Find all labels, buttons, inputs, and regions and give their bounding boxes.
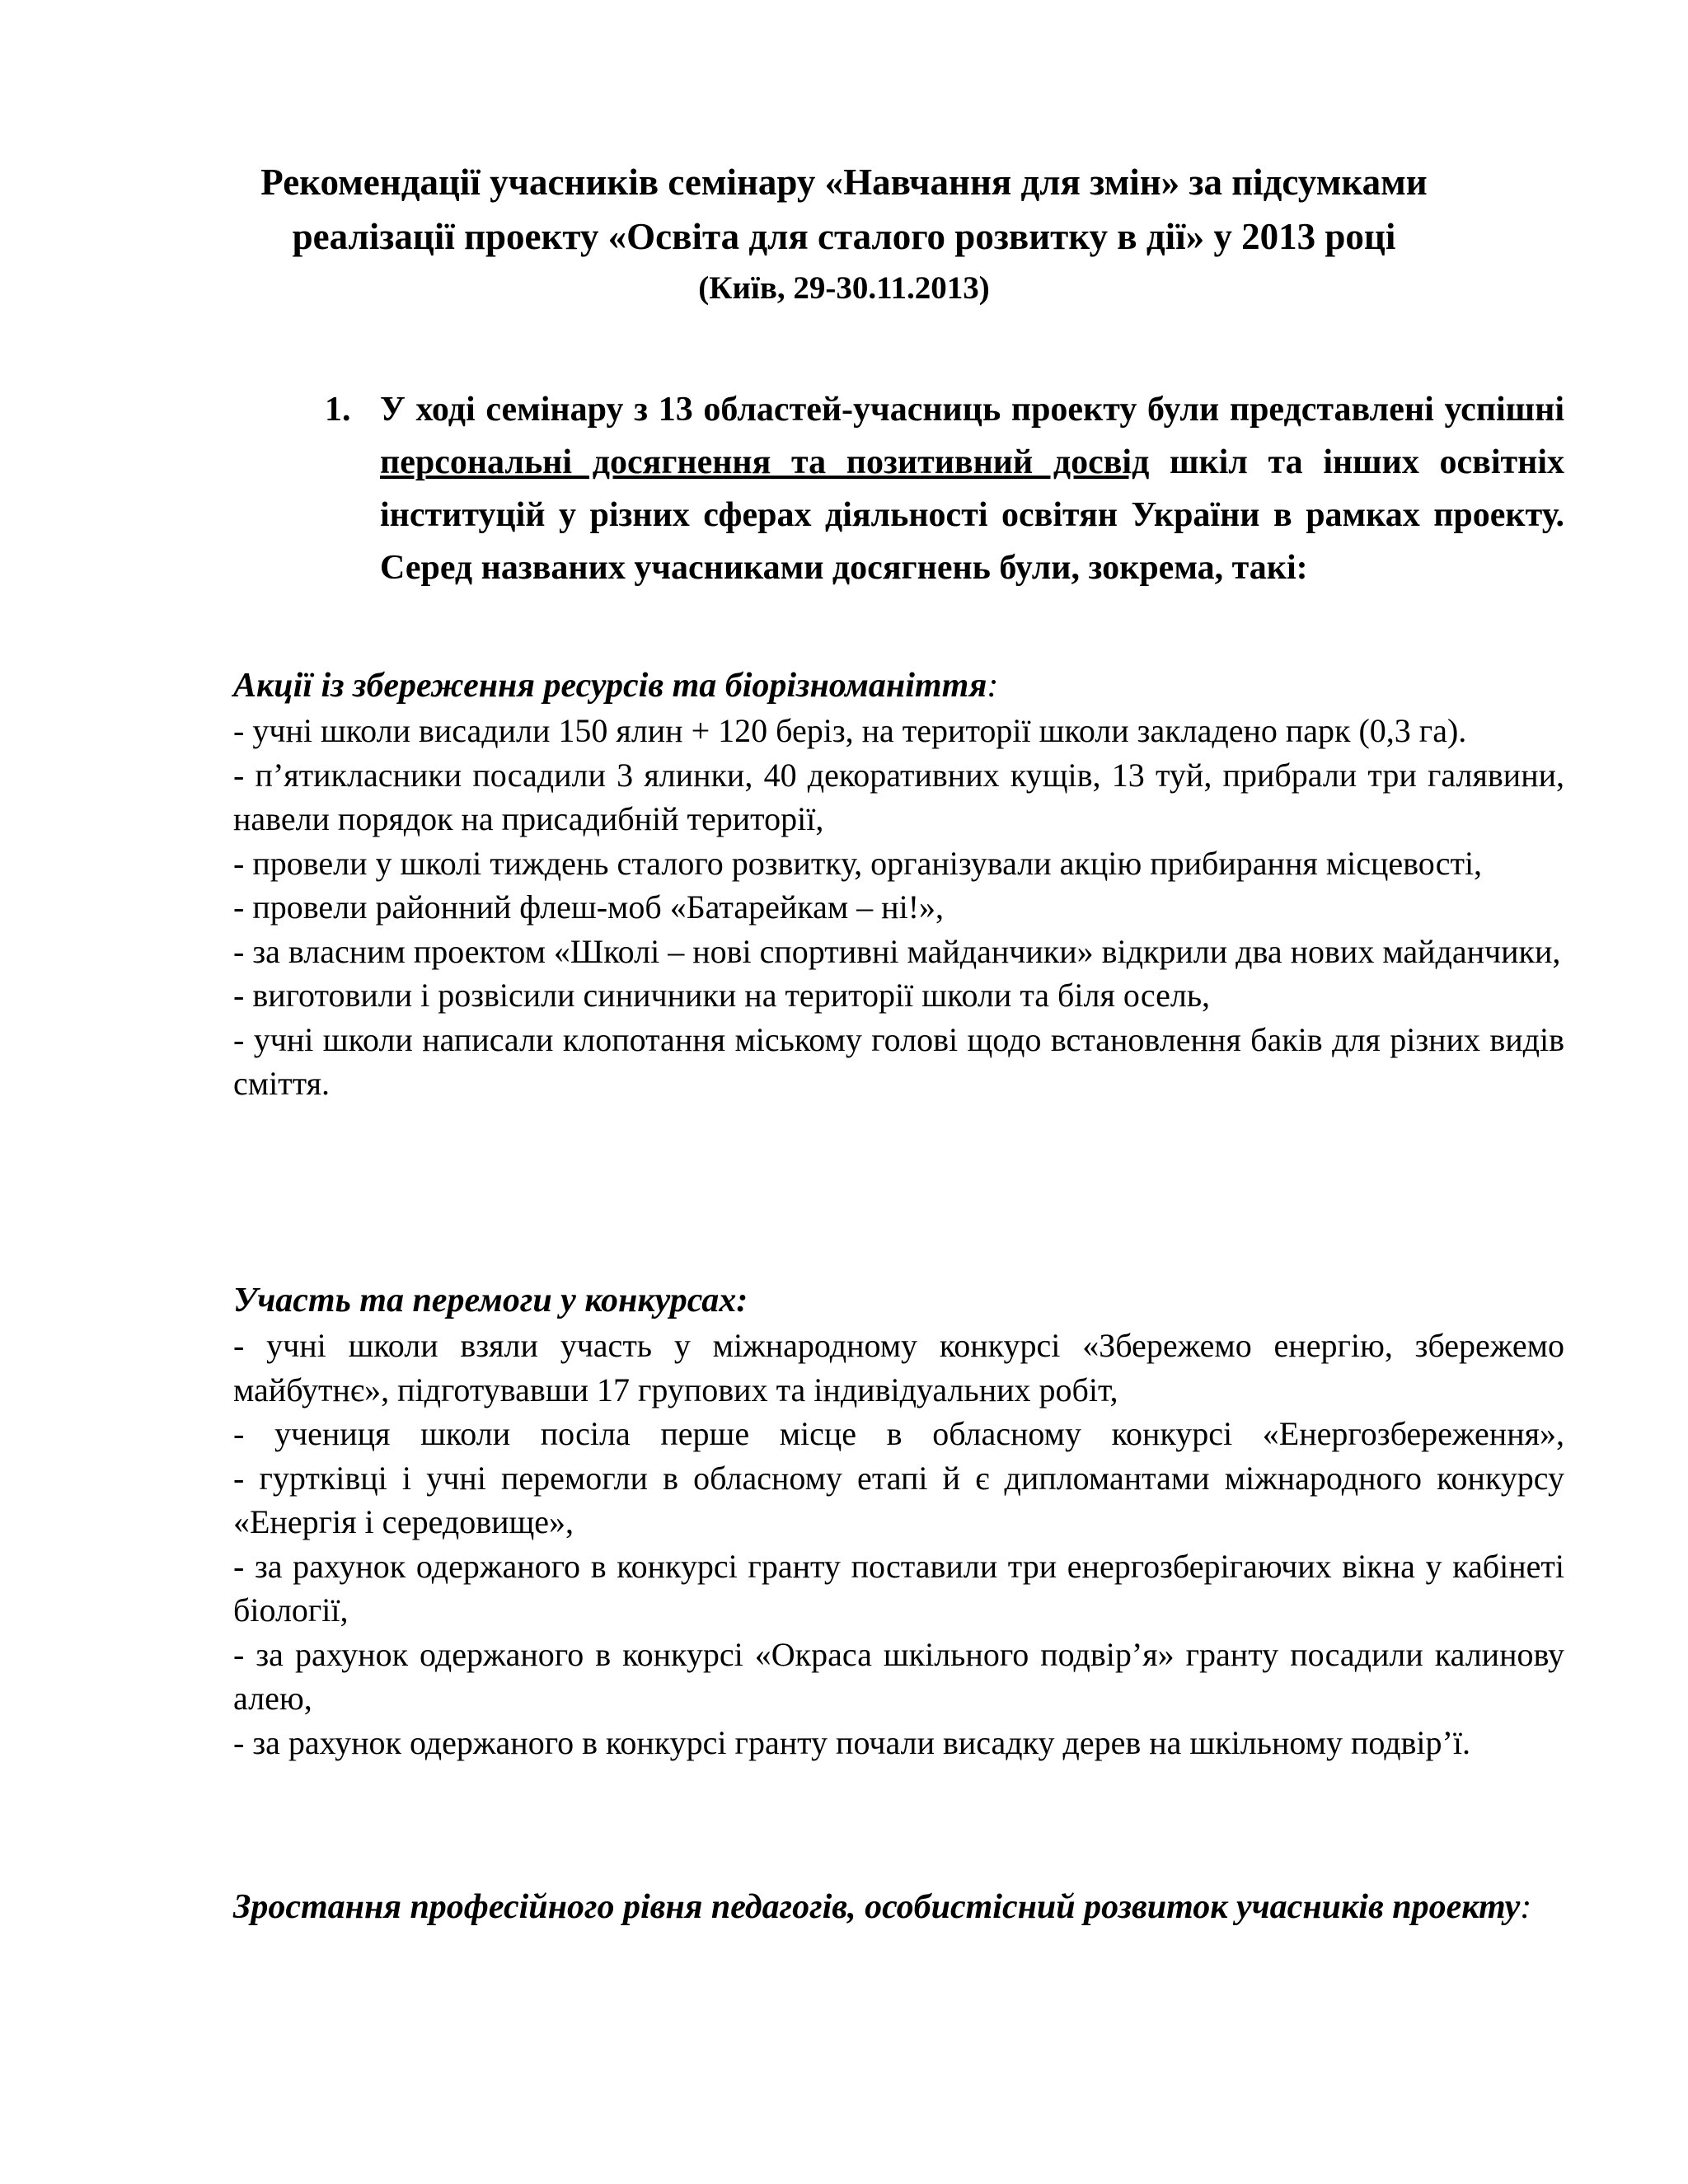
list-item: - учні школи висадили 150 ялин + 120 беріз, на території школи закладено парк (0,3 га). (233, 712, 1467, 749)
section-heading-suffix: : (987, 667, 999, 705)
section-professional-growth (233, 1884, 1564, 1930)
list-item: - за власним проектом «Школі – нові спортивні майданчики» відкрили два нових майданчики, (233, 932, 1561, 970)
list-item: - учениця школи посіла перше місце в обласному конкурсі «Енергозбереження», (233, 1415, 1564, 1452)
point-number: 1. (325, 391, 351, 429)
list-item: - виготовили і розвісили синичники на території школи та біля осель, (233, 977, 1211, 1014)
section-heading (233, 1884, 1564, 1930)
list-item: - за рахунок одержаного в конкурсі гранту поставили три енергозберігаючих вікна у кабінеті біології, (233, 1547, 1564, 1629)
list-item: - учні школи взяли участь у міжнародному конкурсі «Збережемо енергію, збережемо майбутнє», підготувавши 17 групових та індивідуальних робіт, (233, 1327, 1564, 1408)
document-title (0, 155, 1688, 313)
list-item: - провели у школі тиждень сталого розвитку, організували акцію прибирання місцевості, (233, 844, 1483, 882)
section-competitions (233, 1277, 1564, 1765)
point-text-before: У ході семінару з 13 областей-учасниць проекту були представлені успішні (380, 391, 1564, 429)
point-underlined-text: персональні досягнення та позитивний досвід (380, 443, 1150, 481)
section-heading (233, 1277, 1564, 1324)
section-resources (233, 663, 1564, 1106)
title-line-1: Рекомендації учасників семінару «Навчання для змін» за підсумками (260, 162, 1428, 203)
title-date: (Київ, 29-30.11.2013) (698, 270, 990, 306)
list-item: - п’ятикласники посадили 3 ялинки, 40 декоративних кущів, 13 туй, прибрали три галявини, навели порядок на присадибній території, (233, 756, 1564, 837)
list-item: - за рахунок одержаного в конкурсі гранту почали висадку дерев на шкільному подвір’ї. (233, 1723, 1470, 1761)
title-line-2: реалізації проекту «Освіта для сталого розвитку в дії» у 2013 році (292, 216, 1396, 257)
section-heading (233, 663, 1564, 709)
list-item: - учні школи написали клопотання міському голові щодо встановлення баків для різних видів сміття. (233, 1020, 1564, 1102)
point-text-after: шкіл та інших освітніх інституцій у різних сферах діяльності освітян України в рамках проекту. Серед названих учасниками досягнень були, зокрема, такі: (380, 443, 1564, 587)
point-body (380, 383, 1564, 594)
section-heading-text: Зростання професійного рівня педагогів, особистісний розвиток учасників проекту (233, 1888, 1521, 1926)
list-item: - гуртківці і учні перемогли в обласному етапі й є дипломантами міжнародного конкурсу «Енергія і середовище», (233, 1459, 1564, 1540)
section-heading-suffix: : (1520, 1888, 1532, 1926)
section-heading-text: Акції із збереження ресурсів та біорізноманіття (233, 667, 987, 705)
section-heading-text: Участь та перемоги у конкурсах: (233, 1282, 748, 1319)
list-item: - провели районний флеш-моб «Батарейкам – ні!», (233, 888, 945, 926)
list-item: - за рахунок одержаного в конкурсі «Окраса шкільного подвір’я» гранту посадили калинову алею, (233, 1635, 1564, 1717)
numbered-point-1 (325, 383, 1564, 594)
